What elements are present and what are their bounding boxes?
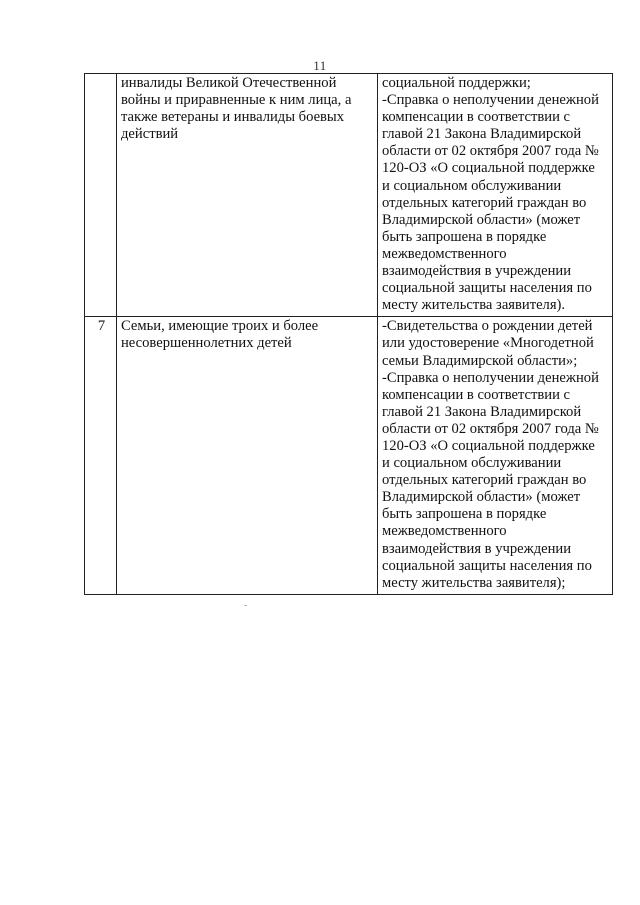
category-line: действий — [121, 126, 179, 143]
document-line: взаимодействия в учреждении — [382, 540, 572, 557]
document-line: межведомственного — [382, 523, 507, 540]
benefits-table — [84, 73, 613, 595]
document-line: семьи Владимирской области»; — [382, 352, 578, 369]
document-line: -Справка о неполучении денежной — [382, 369, 599, 386]
document-line: компенсации в соответствии с — [382, 386, 571, 403]
row-number-cell: 7 — [85, 317, 117, 595]
category-line: Семьи, имеющие троих и более — [121, 318, 319, 335]
document-line: компенсации в соответствии с — [382, 109, 571, 126]
row-number-cell — [85, 74, 117, 317]
document-line: главой 21 Закона Владимирской — [382, 126, 582, 143]
documents-cell — [378, 74, 613, 317]
page-number: 11 — [313, 58, 327, 73]
document-line: отдельных категорий граждан во — [382, 194, 587, 211]
document-line: социальной поддержки; — [382, 75, 531, 91]
document-line: взаимодействия в учреждении — [382, 263, 572, 280]
document-line: быть запрошена в порядке — [382, 506, 547, 523]
document-line: или удостоверение «Многодетной — [382, 335, 594, 352]
document-line: месту жительства заявителя). — [382, 297, 566, 314]
footer-mark: - — [244, 600, 248, 611]
category-line: также ветераны и инвалиды боевых — [121, 109, 345, 126]
category-line: инвалиды Великой Отечественной — [121, 75, 337, 91]
document-line: и социальном обслуживании — [382, 455, 562, 472]
document-line: области от 02 октября 2007 года № — [382, 420, 599, 437]
category-line: войны и приравненные к ним лица, а — [121, 92, 352, 109]
document-line: -Свидетельства о рождении детей — [382, 318, 593, 335]
document-line: 120-ОЗ «О социальной поддержке — [382, 160, 595, 177]
document-line: Владимирской области» (может — [382, 489, 581, 506]
document-line: социальной защиты населения по — [382, 280, 592, 297]
documents-cell — [378, 317, 613, 595]
table-row — [85, 74, 613, 317]
document-line: месту жительства заявителя); — [382, 574, 566, 591]
document-line: главой 21 Закона Владимирской — [382, 403, 582, 420]
document-line: Владимирской области» (может — [382, 211, 581, 228]
document-line: и социальном обслуживании — [382, 177, 562, 194]
document-line: межведомственного — [382, 245, 507, 262]
category-cell — [117, 74, 378, 317]
document-line: отдельных категорий граждан во — [382, 472, 587, 489]
document-line: -Справка о неполучении денежной — [382, 92, 599, 109]
table-row — [85, 317, 613, 595]
document-line: области от 02 октября 2007 года № — [382, 143, 599, 160]
category-line: несовершеннолетних детей — [121, 335, 292, 352]
category-cell — [117, 317, 378, 595]
document-line: 120-ОЗ «О социальной поддержке — [382, 437, 595, 454]
document-line: быть запрошена в порядке — [382, 228, 547, 245]
document-line: социальной защиты населения по — [382, 557, 592, 574]
